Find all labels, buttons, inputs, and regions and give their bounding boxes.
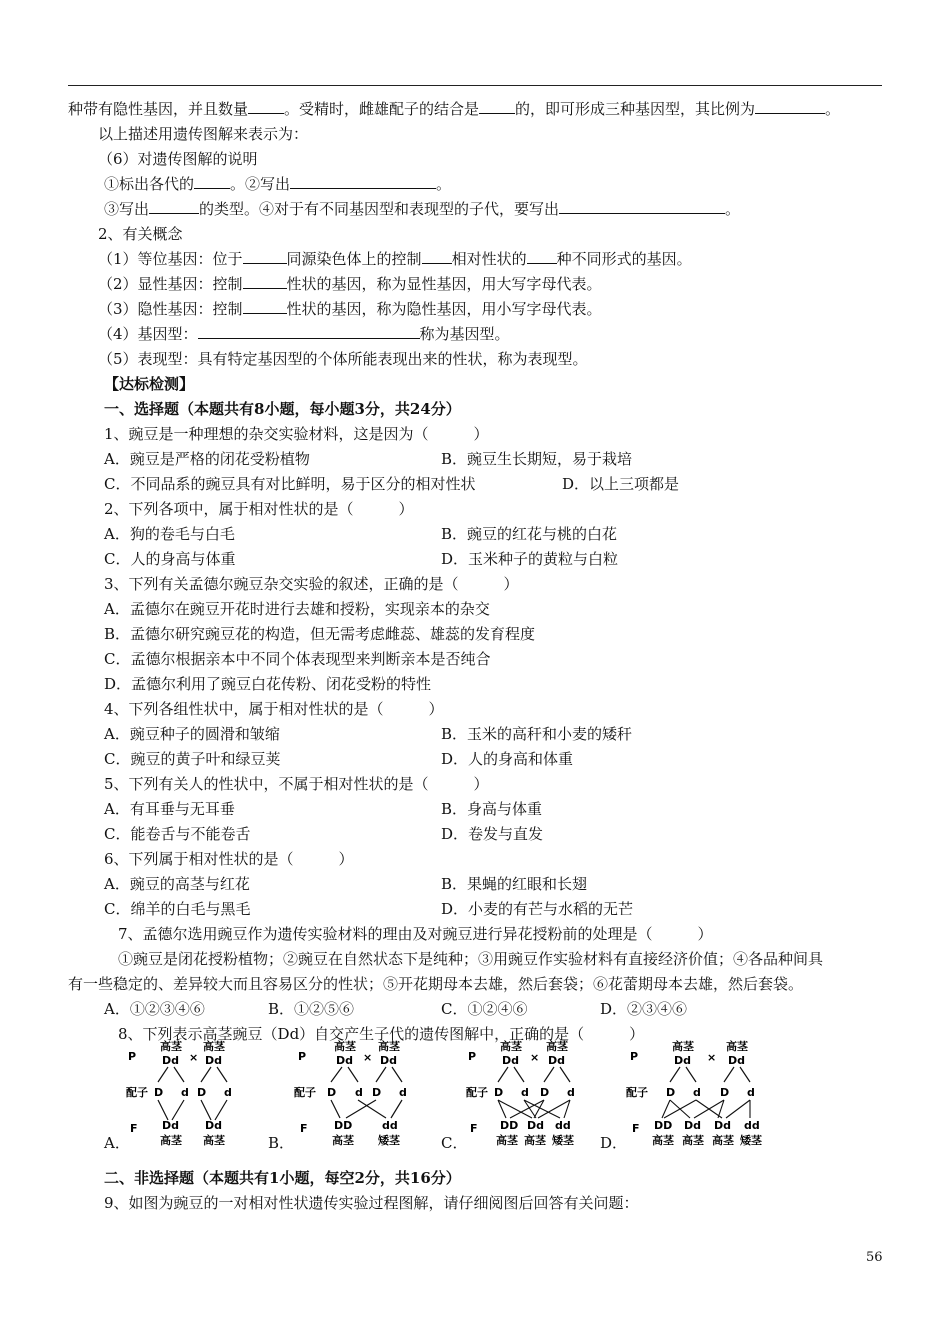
cross-symbol: × bbox=[189, 1051, 199, 1064]
text-line-11: （5）表现型：具有特定基因型的个体所能表现出来的性状，称为表现型。 bbox=[98, 350, 588, 368]
question-9: 9、如图为豌豆的一对相对性状遗传实验过程图解，请仔细阅图后回答有关问题： bbox=[104, 1194, 639, 1212]
option-6d: D．小麦的有芒与水稻的无芒 bbox=[441, 900, 634, 918]
option-3d: D．孟德尔利用了豌豆白花传粉、闭花受粉的特性 bbox=[104, 675, 432, 693]
option-7b: B．①②⑤⑥ bbox=[268, 1000, 355, 1018]
genetic-diagram-a bbox=[126, 1040, 236, 1154]
f-label: F bbox=[632, 1122, 640, 1135]
option-2d: D．玉米种子的黄粒与白粒 bbox=[441, 550, 619, 568]
question-6: 6、下列属于相对性状的是（ ） bbox=[104, 850, 354, 868]
gamete: D bbox=[540, 1086, 550, 1099]
gamete: D bbox=[197, 1086, 207, 1099]
option-4d: D．人的身高和体重 bbox=[441, 750, 574, 768]
offspring-genotype: Dd bbox=[527, 1119, 545, 1132]
option-1b: B．豌豆生长期短，易于栽培 bbox=[441, 450, 633, 468]
text-line-5: ③写出 的类型。④对于有不同基因型和表现型的子代，要写出 。 bbox=[104, 200, 741, 218]
offspring-genotype: dd bbox=[382, 1119, 398, 1132]
gamete-label: 配子 bbox=[126, 1086, 148, 1099]
option-4b: B．玉米的高秆和小麦的矮秆 bbox=[441, 725, 633, 743]
gamete: d bbox=[181, 1086, 189, 1099]
option-6b: B．果蝇的红眼和长翅 bbox=[441, 875, 588, 893]
blank bbox=[243, 299, 287, 314]
gamete: d bbox=[567, 1086, 575, 1099]
parent-genotype: Dd bbox=[380, 1054, 398, 1067]
parent-phenotype: 高茎 bbox=[500, 1040, 522, 1053]
text-line-2: 以上描述用遗传图解来表示为： bbox=[98, 125, 309, 143]
gamete: d bbox=[693, 1086, 701, 1099]
offspring-phenotype: 高茎 bbox=[160, 1134, 182, 1147]
blank bbox=[248, 99, 284, 114]
gamete: d bbox=[521, 1086, 529, 1099]
parent-genotype: Dd bbox=[162, 1054, 180, 1067]
p-label: P bbox=[298, 1050, 307, 1063]
option-6a: A．豌豆的高茎与红花 bbox=[104, 875, 250, 893]
p-label: P bbox=[128, 1050, 137, 1063]
parent-phenotype: 高茎 bbox=[378, 1040, 400, 1053]
gamete-label: 配子 bbox=[626, 1086, 648, 1099]
option-4c: C．豌豆的黄子叶和绿豆荚 bbox=[104, 750, 281, 768]
cross-symbol: × bbox=[707, 1051, 717, 1064]
question-2: 2、下列各项中，属于相对性状的是（ ） bbox=[104, 500, 414, 518]
parent-phenotype: 高茎 bbox=[546, 1040, 568, 1053]
text-line-10: （4）基因型： 称为基因型。 bbox=[98, 325, 510, 343]
option-3a: A．孟德尔在豌豆开花时进行去雄和授粉，实现亲本的杂交 bbox=[104, 600, 490, 618]
offspring-phenotype: 矮茎 bbox=[740, 1134, 762, 1147]
text-line-8: （2）显性基因：控制 性状的基因，称为显性基因，用大写字母代表。 bbox=[98, 275, 602, 293]
offspring-phenotype: 高茎 bbox=[332, 1134, 354, 1147]
option-3c: C．孟德尔根据亲本中不同个体表现型来判断亲本是否纯合 bbox=[104, 650, 491, 668]
gamete: d bbox=[355, 1086, 363, 1099]
question-3: 3、下列有关孟德尔豌豆杂交实验的叙述，正确的是（ ） bbox=[104, 575, 519, 593]
question-8: 8、下列表示高茎豌豆（Dd）自交产生子代的遗传图解中，正确的是（ ） bbox=[118, 1025, 645, 1043]
blank bbox=[527, 249, 557, 264]
option-5d: D．卷发与直发 bbox=[441, 825, 544, 843]
question-7-statements-2: 有一些稳定的、差异较大而且容易区分的性状；⑤开花期母本去雄，然后套袋；⑥花蕾期母本去雄，然后套袋。 bbox=[68, 975, 804, 993]
option-8d: D． bbox=[600, 1134, 628, 1152]
option-2a: A．狗的卷毛与白毛 bbox=[104, 525, 235, 543]
question-7: 7、孟德尔选用豌豆作为遗传实验材料的理由及对豌豆进行异花授粉前的处理是（ ） bbox=[118, 925, 713, 943]
parent-genotype: Dd bbox=[205, 1054, 223, 1067]
option-2b: B．豌豆的红花与桃的白花 bbox=[441, 525, 618, 543]
option-5c: C．能卷舌与不能卷舌 bbox=[104, 825, 251, 843]
option-1a: A．豌豆是严格的闭花受粉植物 bbox=[104, 450, 310, 468]
offspring-genotype: Dd bbox=[205, 1119, 223, 1132]
parent-phenotype: 高茎 bbox=[334, 1040, 356, 1053]
text-line-7: （1）等位基因：位于 同源染色体上的控制 相对性状的 种不同形式的基因。 bbox=[98, 250, 692, 268]
offspring-phenotype: 高茎 bbox=[712, 1134, 734, 1147]
parent-genotype: Dd bbox=[336, 1054, 354, 1067]
genetic-diagram-b bbox=[294, 1040, 414, 1154]
option-5a: A．有耳垂与无耳垂 bbox=[104, 800, 235, 818]
text-line-1: 种带有隐性基因，并且数量 。受精时，雌雄配子的结合是 的，即可形成三种基因型，其比例为 。 bbox=[68, 100, 841, 118]
gamete: D bbox=[327, 1086, 337, 1099]
gamete: D bbox=[372, 1086, 382, 1099]
blank bbox=[755, 99, 825, 114]
option-4a: A．豌豆种子的圆滑和皱缩 bbox=[104, 725, 280, 743]
offspring-phenotype: 高茎 bbox=[652, 1134, 674, 1147]
blank bbox=[194, 174, 230, 189]
genetic-diagram-d bbox=[626, 1040, 766, 1154]
offspring-genotype: Dd bbox=[684, 1119, 702, 1132]
option-7d: D．②③④⑥ bbox=[600, 1000, 688, 1018]
offspring-phenotype: 高茎 bbox=[203, 1134, 225, 1147]
gamete: D bbox=[154, 1086, 164, 1099]
parent-genotype: Dd bbox=[548, 1054, 566, 1067]
section-heading-test: 【达标检测】 bbox=[104, 375, 195, 393]
parent-genotype: Dd bbox=[502, 1054, 520, 1067]
gamete: d bbox=[747, 1086, 755, 1099]
cross-symbol: × bbox=[530, 1051, 540, 1064]
gamete: d bbox=[224, 1086, 232, 1099]
gamete-label: 配子 bbox=[466, 1086, 488, 1099]
blank bbox=[290, 174, 436, 189]
text-line-9: （3）隐性基因：控制 性状的基因，称为隐性基因，用小写字母代表。 bbox=[98, 300, 602, 318]
parent-phenotype: 高茎 bbox=[672, 1040, 694, 1053]
blank bbox=[243, 249, 287, 264]
text-line-3: （6）对遗传图解的说明 bbox=[98, 150, 258, 168]
question-1: 1、豌豆是一种理想的杂交实验材料，这是因为（ ） bbox=[104, 425, 489, 443]
question-7-statements-1: ①豌豆是闭花授粉植物；②豌豆在自然状态下是纯种；③用豌豆作实验材料有直接经济价值；④各品种间具 bbox=[118, 950, 824, 968]
offspring-phenotype: 矮茎 bbox=[552, 1134, 574, 1147]
option-1c: C．不同品系的豌豆具有对比鲜明，易于区分的相对性状 bbox=[104, 475, 476, 493]
offspring-phenotype: 高茎 bbox=[524, 1134, 546, 1147]
option-5b: B．身高与体重 bbox=[441, 800, 543, 818]
f-label: F bbox=[130, 1122, 138, 1135]
offspring-phenotype: 高茎 bbox=[682, 1134, 704, 1147]
offspring-genotype: dd bbox=[744, 1119, 760, 1132]
offspring-genotype: Dd bbox=[162, 1119, 180, 1132]
blank bbox=[243, 274, 287, 289]
f-label: F bbox=[300, 1122, 308, 1135]
cross-symbol: × bbox=[363, 1051, 373, 1064]
gamete: D bbox=[494, 1086, 504, 1099]
f-label: F bbox=[470, 1122, 478, 1135]
blank bbox=[479, 99, 515, 114]
option-6c: C．绵羊的白毛与黑毛 bbox=[104, 900, 251, 918]
option-7c: C．①②④⑥ bbox=[441, 1000, 528, 1018]
option-7a: A．①②③④⑥ bbox=[104, 1000, 205, 1018]
page-number: 56 bbox=[866, 1250, 883, 1265]
offspring-phenotype: 矮茎 bbox=[378, 1134, 400, 1147]
parent-phenotype: 高茎 bbox=[726, 1040, 748, 1053]
option-1d: D．以上三项都是 bbox=[562, 475, 680, 493]
option-2c: C．人的身高与体重 bbox=[104, 550, 236, 568]
genetic-diagram-c bbox=[466, 1040, 586, 1154]
option-8a: A． bbox=[104, 1134, 130, 1152]
p-label: P bbox=[630, 1050, 639, 1063]
gamete: d bbox=[399, 1086, 407, 1099]
text-line-4: ①标出各代的 。②写出 。 bbox=[104, 175, 452, 193]
p-label: P bbox=[468, 1050, 477, 1063]
section-heading-nonchoice: 二、非选择题（本题共有1小题，每空2分，共16分） bbox=[104, 1169, 461, 1187]
text-line-6: 2、有关概念 bbox=[98, 225, 183, 243]
blank bbox=[198, 324, 420, 339]
option-3b: B．孟德尔研究豌豆花的构造，但无需考虑雌蕊、雄蕊的发育程度 bbox=[104, 625, 536, 643]
section-heading-choice: 一、选择题（本题共有8小题，每小题3分，共24分） bbox=[104, 400, 461, 418]
offspring-genotype: DD bbox=[500, 1119, 519, 1132]
offspring-genotype: Dd bbox=[714, 1119, 732, 1132]
parent-genotype: Dd bbox=[674, 1054, 692, 1067]
gamete: D bbox=[666, 1086, 676, 1099]
question-5: 5、下列有关人的性状中，不属于相对性状的是（ ） bbox=[104, 775, 489, 793]
blank bbox=[559, 199, 725, 214]
parent-genotype: Dd bbox=[728, 1054, 746, 1067]
offspring-genotype: dd bbox=[555, 1119, 571, 1132]
option-8b: B． bbox=[268, 1134, 295, 1152]
parent-phenotype: 高茎 bbox=[203, 1040, 225, 1053]
question-4: 4、下列各组性状中，属于相对性状的是（ ） bbox=[104, 700, 444, 718]
blank bbox=[149, 199, 199, 214]
header-rule bbox=[68, 85, 882, 86]
parent-phenotype: 高茎 bbox=[160, 1040, 182, 1053]
offspring-phenotype: 高茎 bbox=[496, 1134, 518, 1147]
option-8c: C． bbox=[441, 1134, 468, 1152]
gamete: D bbox=[720, 1086, 730, 1099]
blank bbox=[422, 249, 452, 264]
gamete-label: 配子 bbox=[294, 1086, 316, 1099]
offspring-genotype: DD bbox=[654, 1119, 673, 1132]
offspring-genotype: DD bbox=[334, 1119, 353, 1132]
